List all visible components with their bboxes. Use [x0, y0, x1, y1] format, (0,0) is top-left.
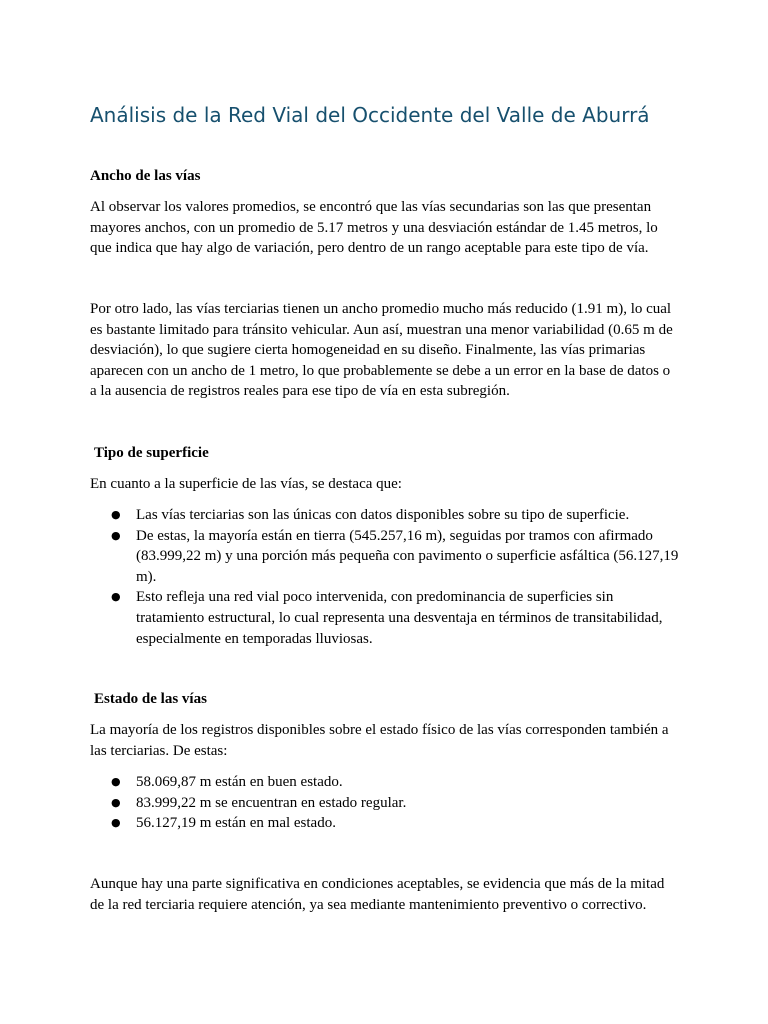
section-heading-superficie: Tipo de superficie: [94, 445, 209, 461]
list-item-text: 56.127,19 m están en mal estado.: [136, 815, 336, 832]
list-item: [90, 526, 680, 588]
bullet-icon: ●: [111, 508, 121, 521]
bullet-icon: ●: [111, 775, 121, 788]
paragraph-ancho-2: Por otro lado, las vías terciarias tienen un ancho promedio mucho más reducido (1.91 m), lo cual es bastante limitado para tránsito vehicular. Aun así, muestran una menor variabilidad (0.65 m de desviación), lo que sugiere cierta homogeneidad en su diseño. Finalmente, las vías primarias aparecen con un ancho de 1 metro, lo que probablemente se debe a un error en la base de datos o a la ausencia de registros reales para ese tipo de vía en esta subregión.: [90, 301, 673, 400]
paragraph-superficie-intro: En cuanto a la superficie de las vías, se destaca que:: [90, 476, 402, 492]
list-item: [90, 793, 680, 814]
bullet-icon: ●: [111, 528, 121, 542]
bullet-list-estado: [90, 772, 680, 834]
paragraph-estado-intro: La mayoría de los registros disponibles sobre el estado físico de las vías corresponden también a las terciarias. De estas:: [90, 722, 669, 759]
paragraph-estado-conclusion: Aunque hay una parte significativa en condiciones aceptables, se evidencia que más de la mitad de la red terciaria requiere atención, ya sea mediante mantenimiento preventivo o correctivo.: [90, 876, 665, 913]
list-item-text: Esto refleja una red vial poco intervenida, con predominancia de superficies sin tratamiento estructural, lo cual representa una desventaja en términos de transitabilidad, especialmente en temporadas lluviosas.: [136, 589, 663, 647]
bullet-icon: ●: [111, 795, 121, 809]
list-item-text: De estas, la mayoría están en tierra (545.257,16 m), seguidas por tramos con afirmado (83.999,22 m) y una porción más pequeña con pavimento o superficie asfáltica (56.127,19 m).: [136, 527, 679, 585]
list-item-text: 83.999,22 m se encuentran en estado regular.: [136, 794, 407, 811]
list-item: [90, 772, 680, 793]
paragraph-ancho-1: Al observar los valores promedios, se encontró que las vías secundarias son las que presentan mayores anchos, con un promedio de 5.17 metros y una desviación estándar de 1.45 metros, lo que indica que hay algo de variación, pero dentro de un rango aceptable para este tipo de vía.: [90, 199, 658, 257]
section-heading-estado: Estado de las vías: [94, 691, 207, 707]
list-item: [90, 813, 680, 834]
list-item: [90, 505, 680, 526]
section-heading-ancho: Ancho de las vías: [90, 168, 201, 184]
bullet-list-superficie: [90, 505, 680, 649]
list-item: [90, 587, 680, 649]
document-title: Análisis de la Red Vial del Occidente del Valle de Aburrá: [90, 103, 650, 127]
bullet-icon: ●: [111, 816, 121, 830]
list-item-text: Las vías terciarias son las únicas con datos disponibles sobre su tipo de superficie.: [136, 507, 630, 523]
bullet-icon: ●: [111, 590, 121, 604]
list-item-text: 58.069,87 m están en buen estado.: [136, 774, 343, 790]
